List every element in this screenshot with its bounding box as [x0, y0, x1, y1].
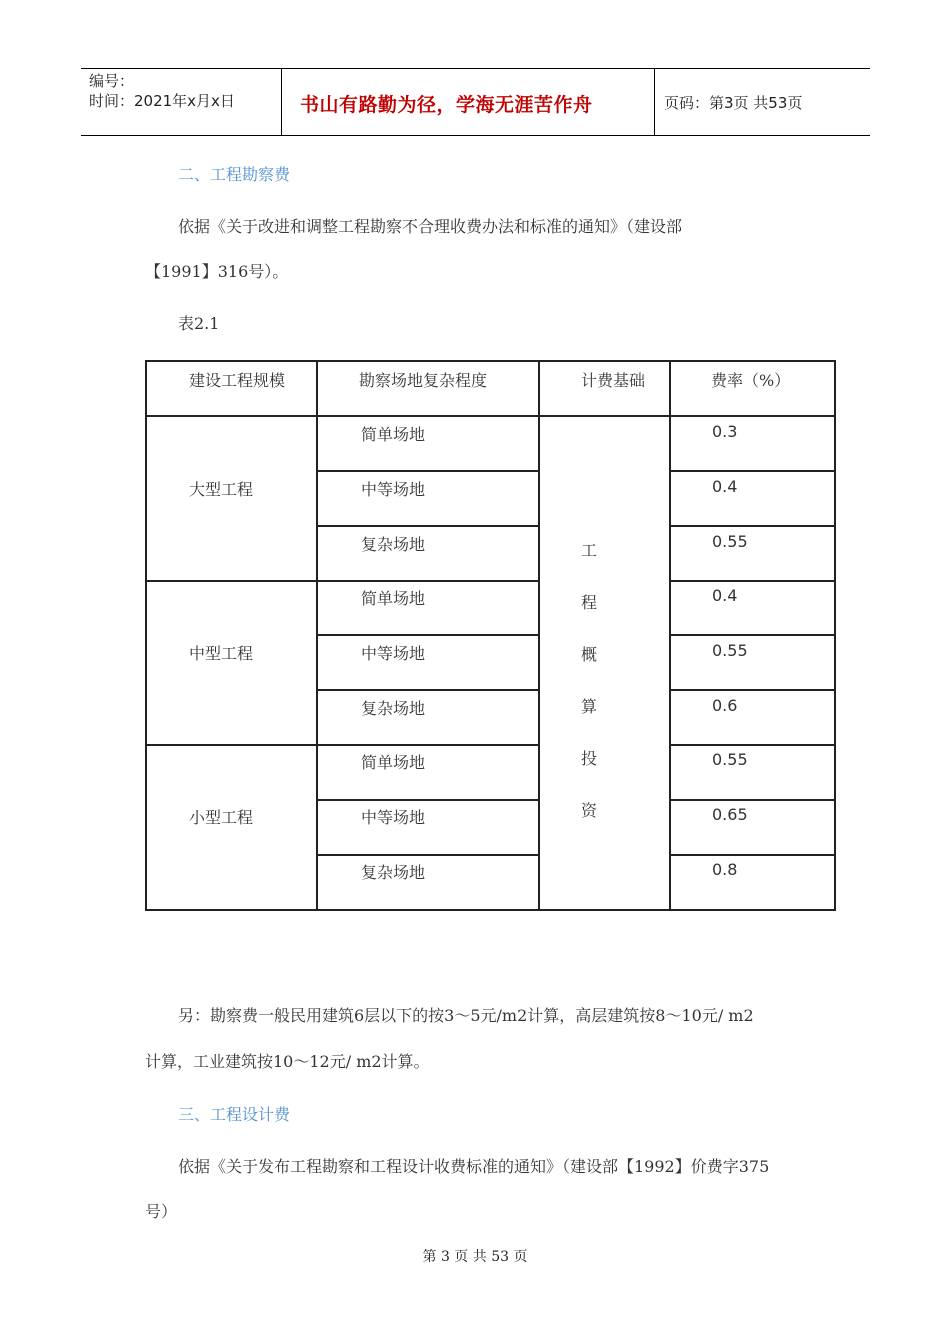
table-rate-cell: 0.65 [712, 805, 748, 824]
paragraph-line: 号） [145, 1202, 178, 1221]
table-rate-cell: 0.6 [712, 696, 738, 715]
table-grid-line [669, 634, 836, 636]
header-divider-right [654, 68, 655, 136]
note-line: 另：勘察费一般民用建筑6层以下的按3～5元/m2计算，高层建筑按8～10元/ m2 [178, 1006, 754, 1025]
table-basis-char: 概 [581, 645, 598, 664]
survey-fee-table [145, 360, 836, 911]
table-scale-cell: 小型工程 [189, 808, 254, 827]
table-site-cell: 复杂场地 [361, 535, 426, 554]
table-basis-char: 投 [581, 749, 598, 768]
header-motto: 书山有路勤为径，学海无涯苦作舟 [300, 94, 593, 116]
table-grid-line [145, 415, 836, 417]
table-basis-char: 算 [581, 697, 598, 716]
table-site-cell: 简单场地 [361, 589, 426, 608]
table-site-cell: 简单场地 [361, 753, 426, 772]
table-caption: 表2.1 [178, 314, 220, 333]
table-grid-line [316, 634, 540, 636]
paragraph-line: 依据《关于改进和调整工程勘察不合理收费办法和标准的通知》（建设部 [178, 217, 683, 236]
table-header-cell: 建设工程规模 [189, 371, 286, 390]
table-grid-line [669, 854, 836, 856]
table-rate-cell: 0.4 [712, 477, 738, 496]
paragraph-line: 依据《关于发布工程勘察和工程设计收费标准的通知》（建设部【1992】价费字375 [178, 1157, 770, 1176]
table-site-cell: 中等场地 [361, 808, 426, 827]
note-line: 计算，工业建筑按10～12元/ m2计算。 [145, 1052, 430, 1071]
header-bottom-rule [81, 135, 870, 136]
table-grid-line [145, 580, 540, 582]
table-grid-line [669, 580, 836, 582]
table-header-cell: 费率（%） [711, 371, 791, 390]
table-grid-line [145, 360, 836, 362]
table-grid-line [316, 854, 540, 856]
table-basis-char: 工 [581, 541, 598, 560]
table-grid-line [669, 689, 836, 691]
table-grid-line [316, 470, 540, 472]
table-rate-cell: 0.55 [712, 641, 748, 660]
table-grid-line [669, 470, 836, 472]
table-grid-line [316, 799, 540, 801]
table-site-cell: 简单场地 [361, 425, 426, 444]
table-scale-cell: 大型工程 [189, 480, 254, 499]
table-grid-line [669, 799, 836, 801]
table-grid-line [316, 689, 540, 691]
table-site-cell: 中等场地 [361, 480, 426, 499]
table-rate-cell: 0.3 [712, 422, 738, 441]
table-header-cell: 计费基础 [581, 371, 646, 390]
table-rate-cell: 0.55 [712, 532, 748, 551]
table-site-cell: 中等场地 [361, 644, 426, 663]
table-grid-line [669, 744, 836, 746]
header-time-label: 时间：2021年x月x日 [89, 92, 235, 110]
table-site-cell: 复杂场地 [361, 699, 426, 718]
table-scale-cell: 中型工程 [189, 644, 254, 663]
header-top-rule [81, 68, 870, 69]
table-grid-line [145, 360, 147, 911]
table-site-cell: 复杂场地 [361, 863, 426, 882]
table-rate-cell: 0.55 [712, 750, 748, 769]
table-grid-line [669, 525, 836, 527]
table-rate-cell: 0.4 [712, 586, 738, 605]
paragraph-line: 【1991】316号）。 [145, 262, 289, 281]
header-divider-left [281, 68, 282, 136]
table-grid-line [316, 525, 540, 527]
table-basis-char: 资 [581, 801, 598, 820]
table-grid-line [145, 909, 836, 911]
header-page-label: 页码：第3页 共53页 [664, 94, 803, 112]
table-rate-cell: 0.8 [712, 860, 738, 879]
header-number-label: 编号： [89, 72, 135, 90]
page-footer: 第 3 页 共 53 页 [422, 1249, 528, 1265]
table-grid-line [145, 744, 540, 746]
table-basis-char: 程 [581, 593, 598, 612]
table-header-cell: 勘察场地复杂程度 [359, 371, 488, 390]
section-heading-design-fee: 三、工程设计费 [178, 1105, 291, 1124]
section-heading-survey-fee: 二、工程勘察费 [178, 165, 291, 184]
